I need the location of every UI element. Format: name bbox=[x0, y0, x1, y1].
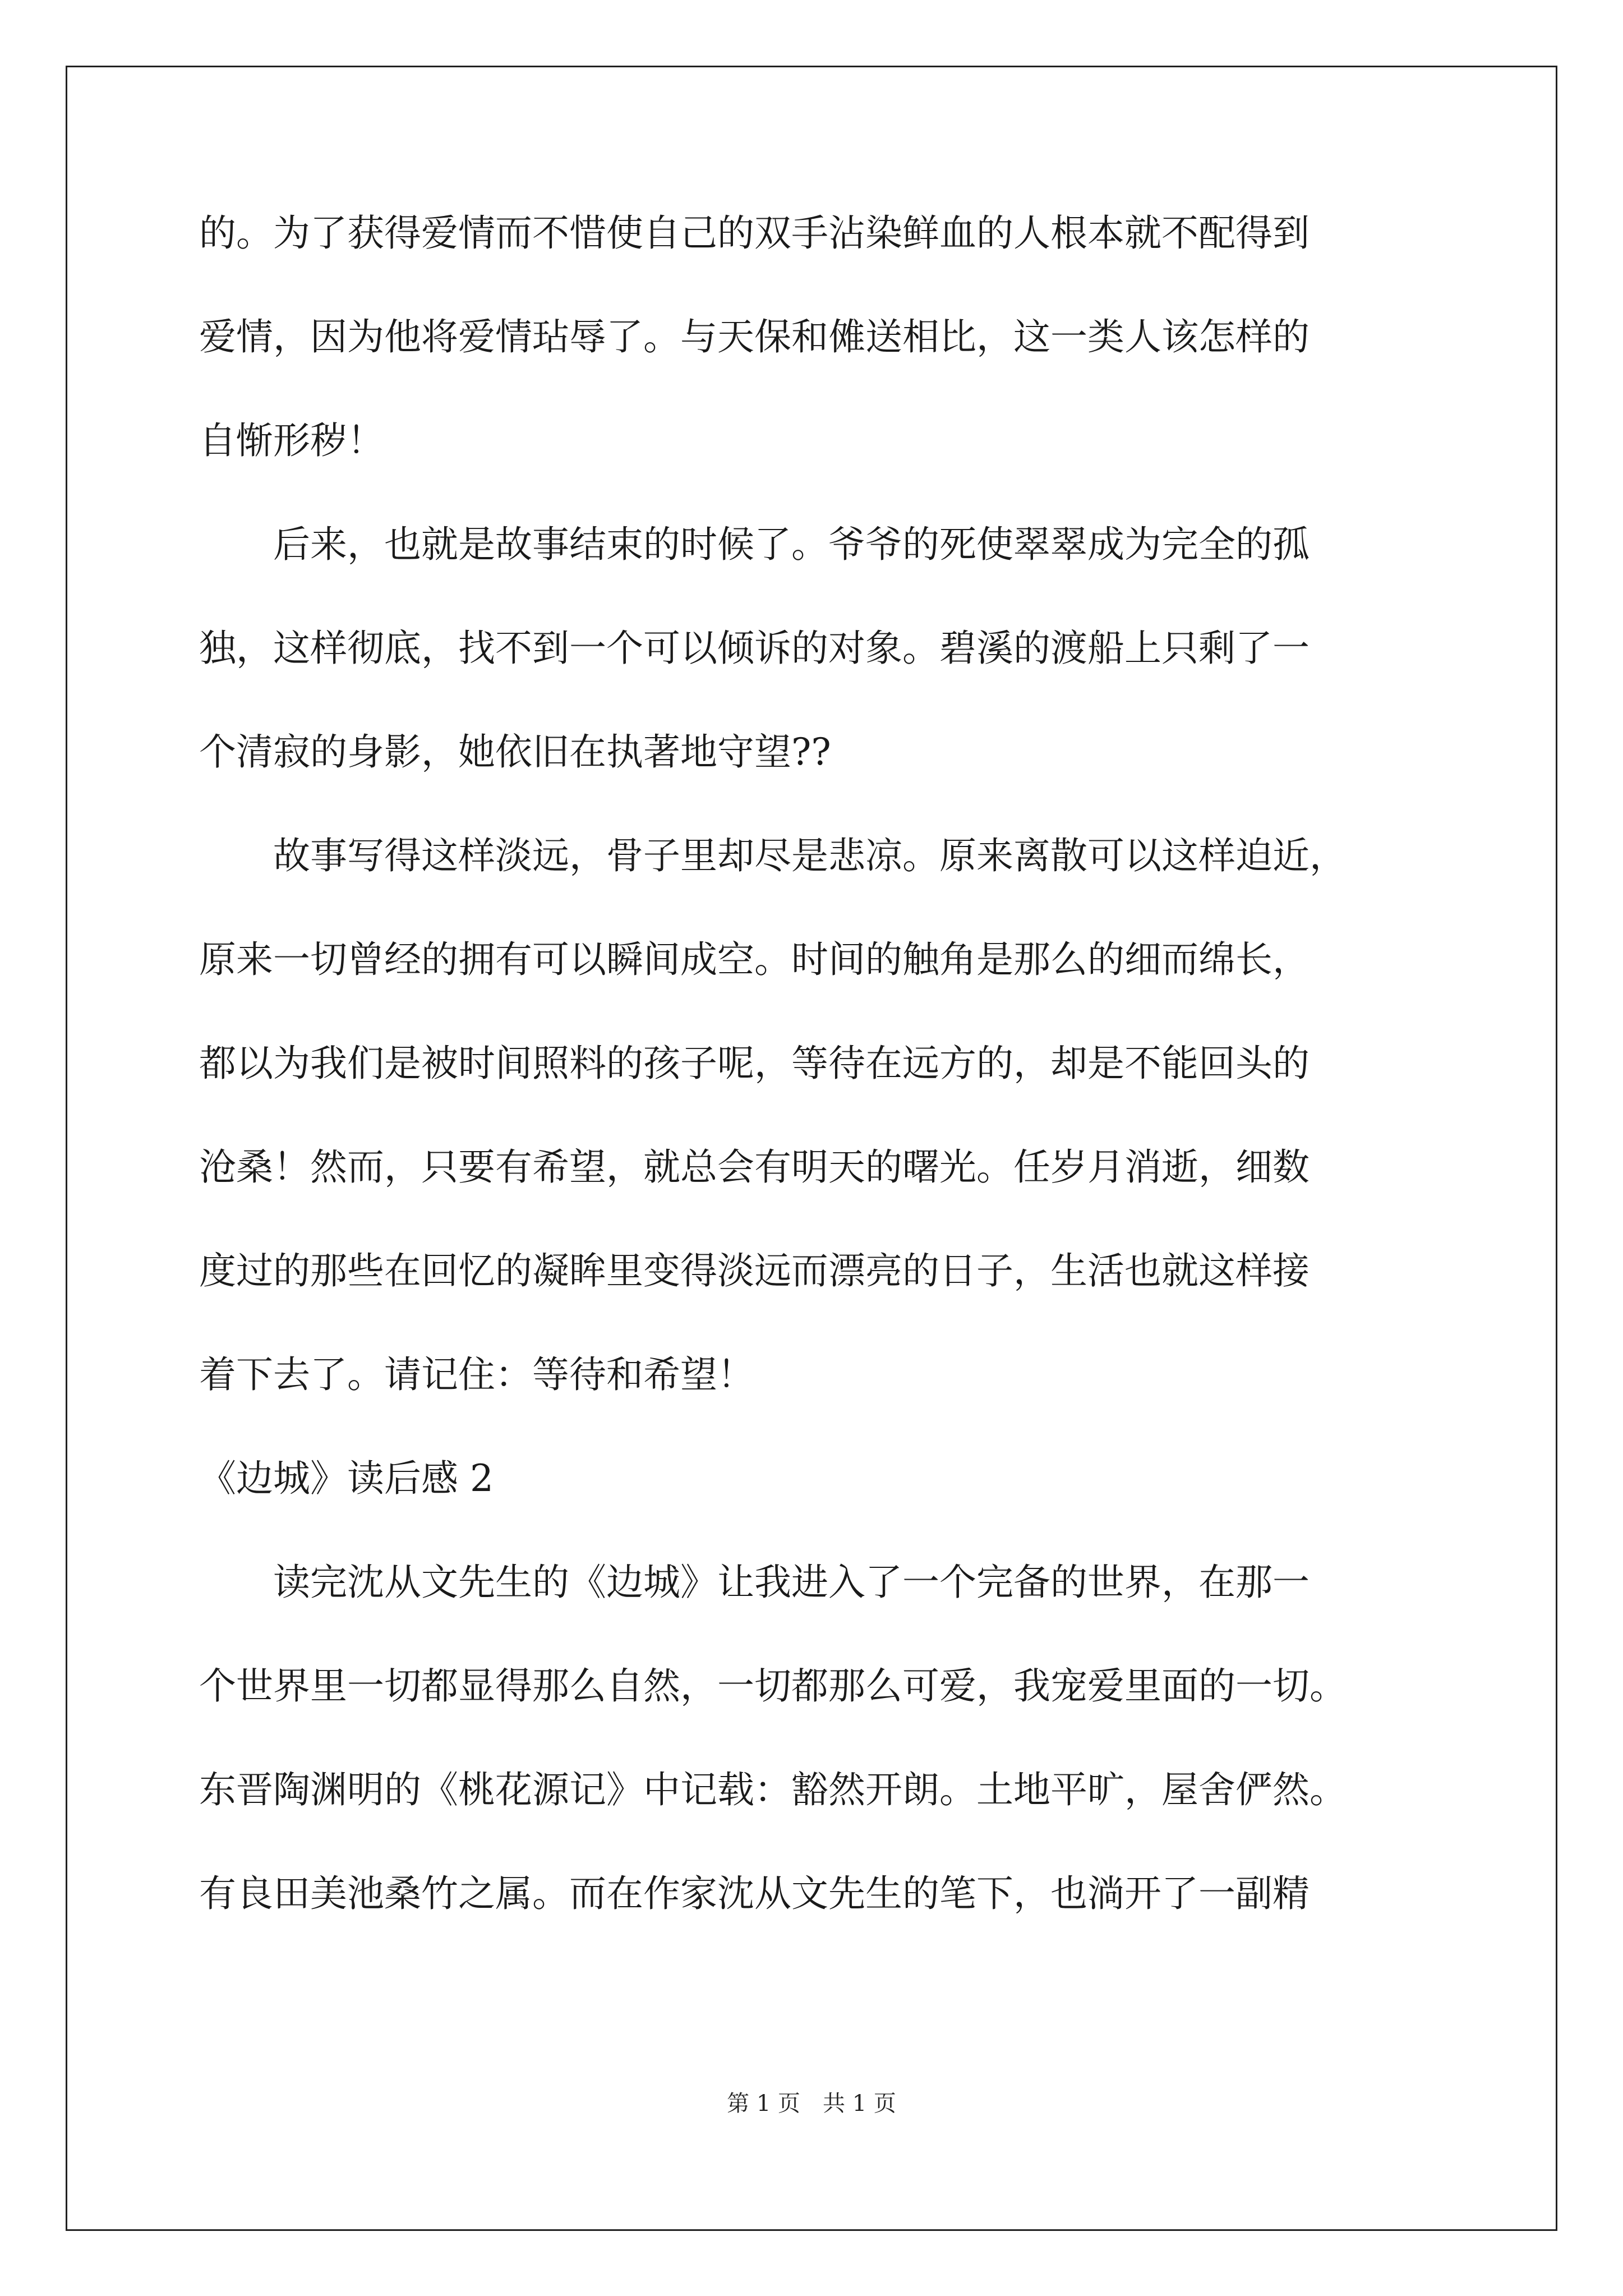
paragraph-start-line: 后来，也就是故事结束的时候了。爷爷的死使翠翠成为完全的孤 bbox=[273, 523, 1310, 566]
text-line: 度过的那些在回忆的凝眸里变得淡远而漂亮的日子，生活也就这样接 bbox=[199, 1249, 1310, 1292]
text-line: 原来一切曾经的拥有可以瞬间成空。时间的触角是那么的细而绵长， bbox=[199, 938, 1310, 981]
text-line: 东晋陶渊明的《桃花源记》中记载：豁然开朗。土地平旷，屋舍俨然。 bbox=[199, 1768, 1347, 1811]
text-line: 个清寂的身影，她依旧在执著地守望?? bbox=[199, 730, 831, 774]
text-line: 自惭形秽！ bbox=[199, 419, 384, 462]
text-line: 的。为了获得爱情而不惜使自己的双手沾染鲜血的人根本就不配得到 bbox=[199, 211, 1310, 255]
paragraph-start-line: 读完沈从文先生的《边城》让我进入了一个完备的世界，在那一 bbox=[273, 1561, 1310, 1604]
text-line: 个世界里一切都显得那么自然，一切都那么可爱，我宠爱里面的一切。 bbox=[199, 1664, 1347, 1708]
text-line: 沧桑！然而，只要有希望，就总会有明天的曙光。任岁月消逝，细数 bbox=[199, 1145, 1310, 1189]
text-line: 有良田美池桑竹之属。而在作家沈从文先生的笔下，也淌开了一副精 bbox=[199, 1872, 1310, 1915]
text-line: 都以为我们是被时间照料的孩子呢，等待在远方的，却是不能回头的 bbox=[199, 1042, 1310, 1085]
section-title: 《边城》读后感 2 bbox=[199, 1457, 494, 1500]
text-line: 独，这样彻底，找不到一个可以倾诉的对象。碧溪的渡船上只剩了一 bbox=[199, 627, 1310, 670]
text-line: 着下去了。请记住：等待和希望！ bbox=[199, 1353, 754, 1396]
page-footer: 第 1 页 共 1 页 bbox=[727, 2091, 896, 2116]
document-body bbox=[199, 208, 1433, 1972]
text-line: 爱情，因为他将爱情玷辱了。与天保和傩送相比，这一类人该怎样的 bbox=[199, 315, 1310, 358]
paragraph-start-line: 故事写得这样淡远，骨子里却尽是悲凉。原来离散可以这样迫近， bbox=[273, 834, 1347, 877]
